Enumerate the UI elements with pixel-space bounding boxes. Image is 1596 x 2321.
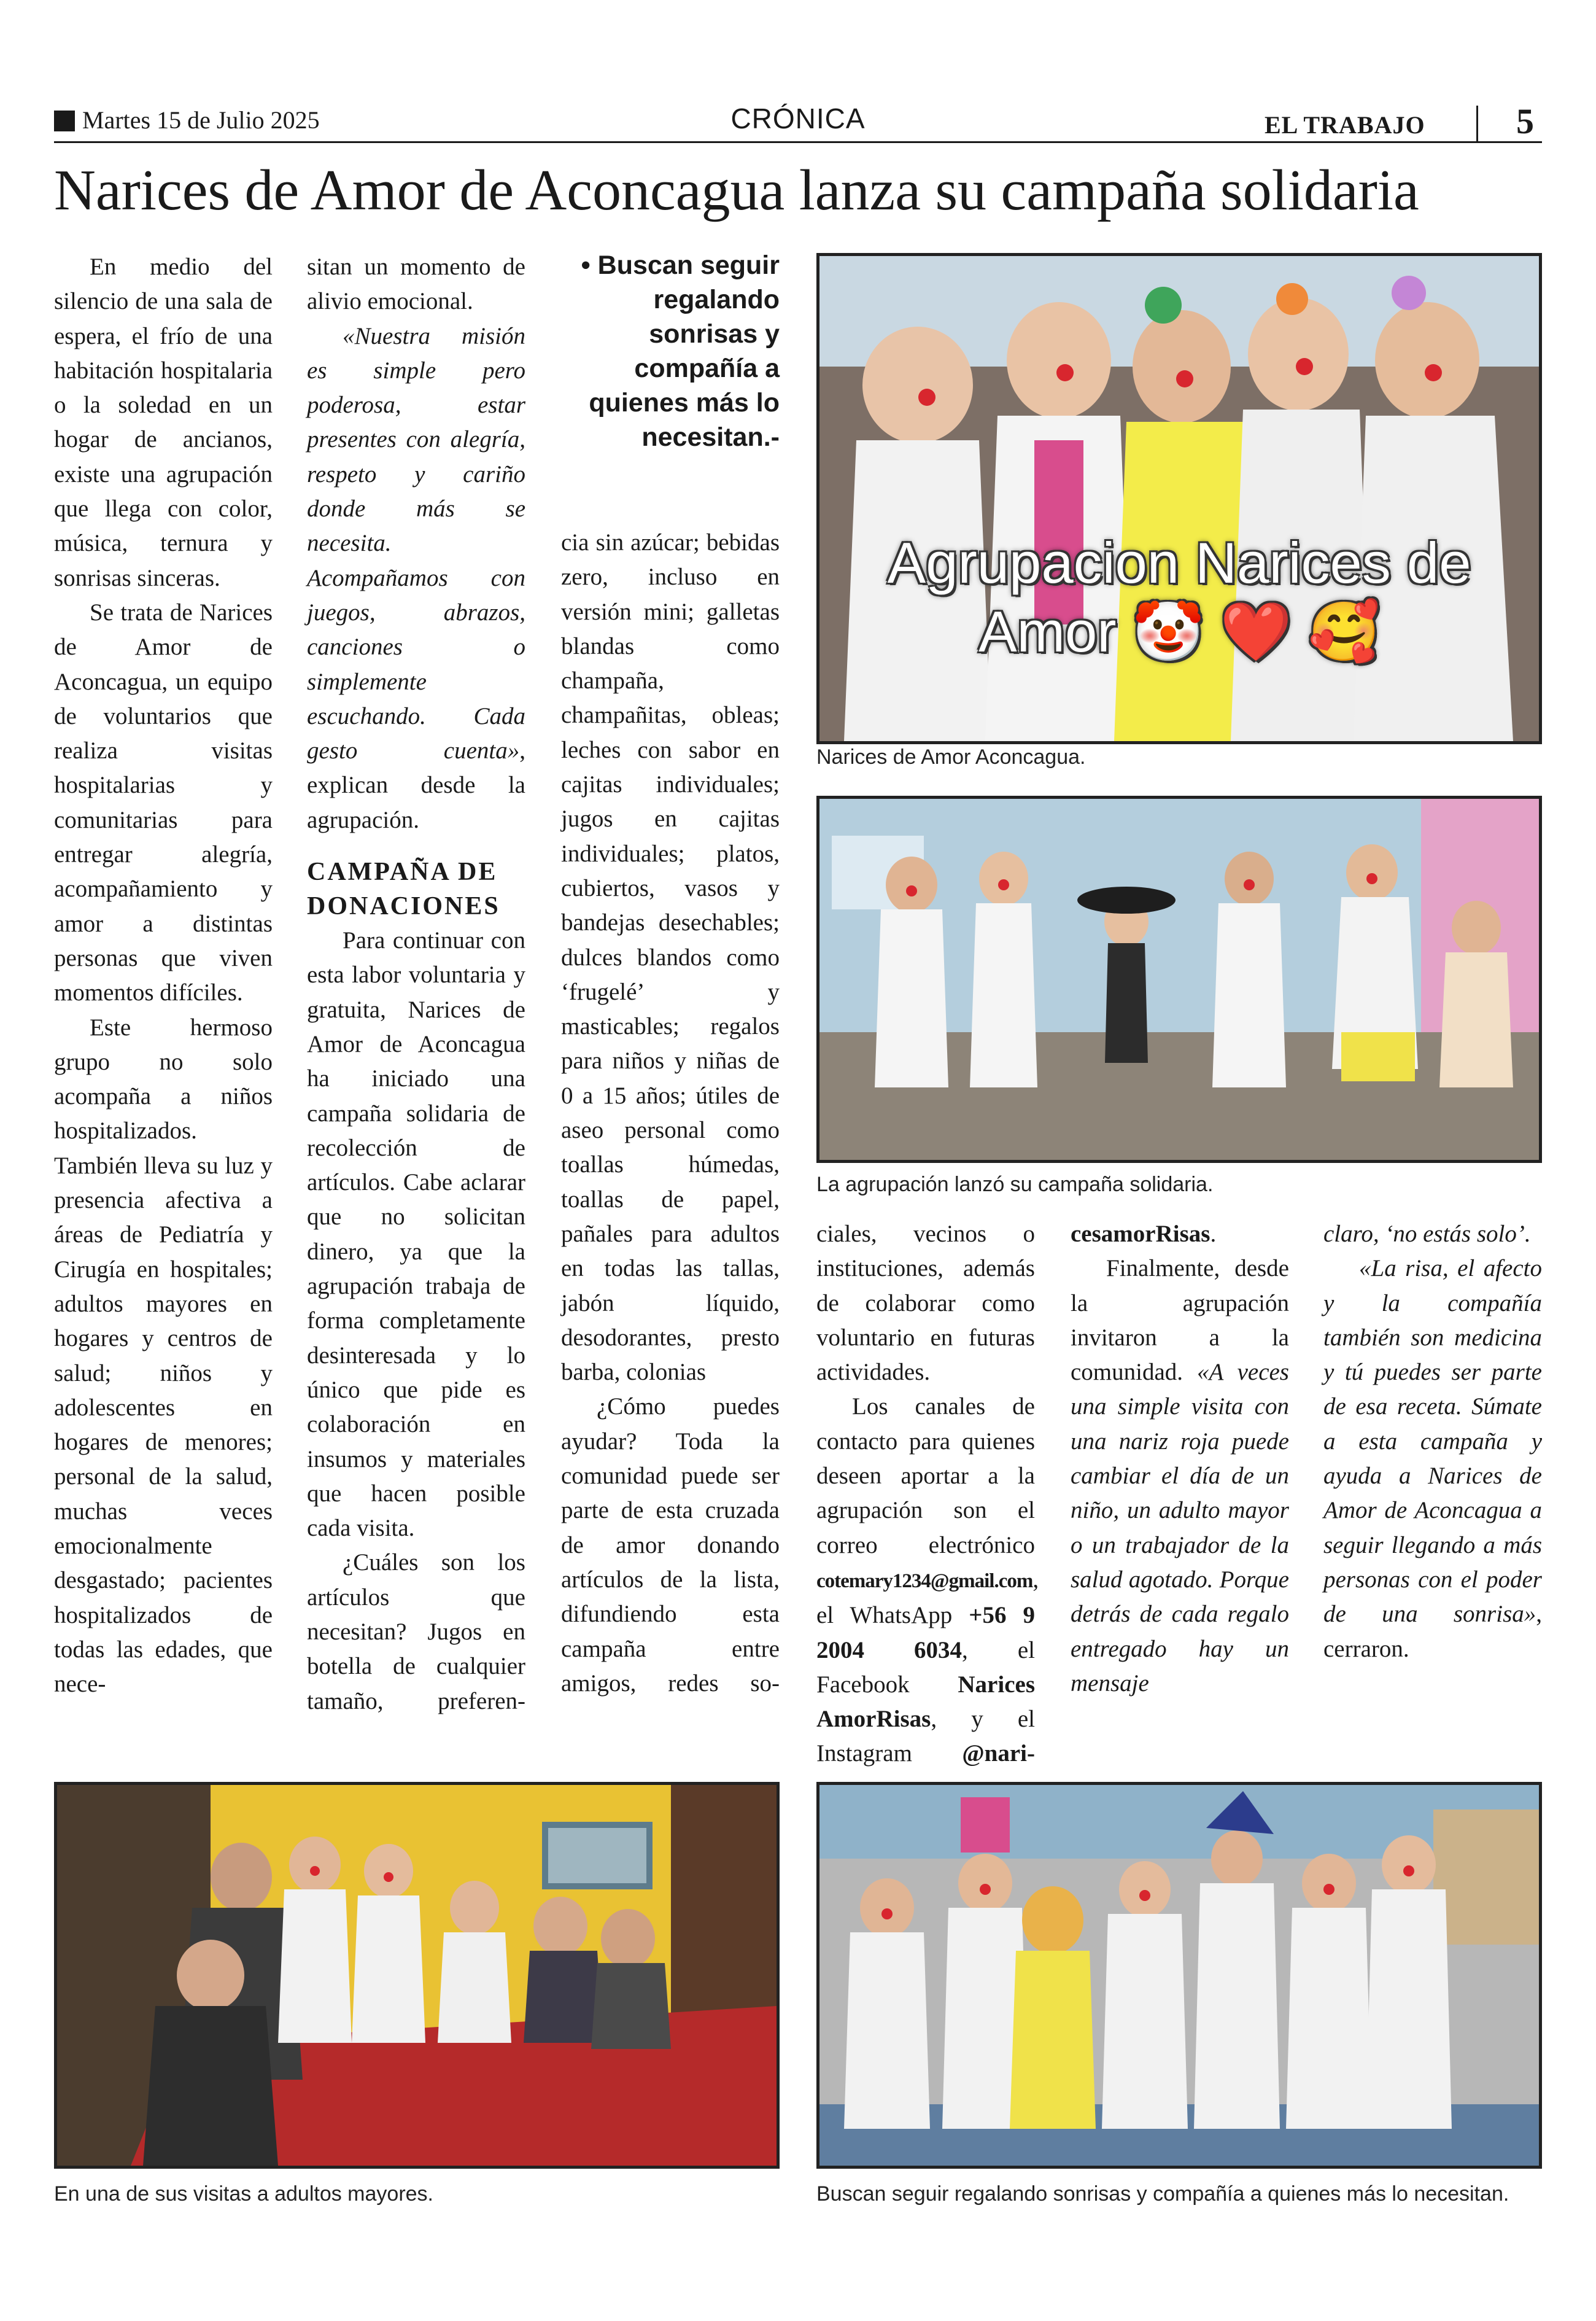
text-run: . xyxy=(1210,1221,1217,1247)
text-run: Los canales de contacto para quienes deseen aportar a la agrupación son el correo electrónico xyxy=(816,1393,1035,1558)
quote: «La risa, el afecto y la compañía también son medicina y tú puedes ser parte de esa receta. Súmate a esta campaña y ayuda a Narices de Amor de Aconcagua a seguir llegando a más personas con el poder de una sonrisa» xyxy=(1323,1255,1542,1628)
article-column-6 xyxy=(1323,1217,1542,1666)
article-column-1 xyxy=(54,250,273,1701)
article-column-2 xyxy=(307,250,525,1719)
photo-overlay-text: Amor 🤡 ❤️ 🥰 xyxy=(978,599,1381,664)
paragraph: Para continuar con esta labor voluntaria y gratuita, Narices de Amor de Aconcagua ha iniciado una campaña solidaria de recolección de artículos. Cabe aclarar que no solicitan dinero, ya que la agrupación trabaja de forma completamente desinteresada y lo único que pide es colaboración en insumos y materiales que hacen posible cada visita. xyxy=(307,927,525,1542)
quote: «Nuestra misión es simple pero poderosa, estar presentes con alegría, respeto y cariño donde más se necesita. Acompañamos con juegos, abrazos, canciones o simplemente escuchando. Cada gesto cuenta» xyxy=(307,322,525,764)
photo-caption: En una de sus visitas a adultos mayores. xyxy=(54,2182,433,2206)
quote-paragraph xyxy=(1071,1251,1289,1701)
paragraph xyxy=(1071,1217,1289,1251)
pull-quote: • Buscan seguir regalando sonrisas y compañía a quienes más lo necesitan.- xyxy=(581,251,780,452)
page-number: 5 xyxy=(1516,101,1534,141)
photo-illustration xyxy=(57,1785,777,2166)
header-rule xyxy=(54,141,1542,143)
instagram-handle[interactable]: @nari- xyxy=(962,1740,1035,1767)
photo-clowns-group xyxy=(816,1782,1542,2169)
quote-attribution: , explican desde la agrupación. xyxy=(307,737,525,833)
text-run: , el WhatsApp xyxy=(816,1566,1039,1629)
text-run: Finalmente, desde la agrupación invitaron a la comunidad. xyxy=(1071,1255,1289,1386)
text-run: , y el Instagram xyxy=(816,1706,1035,1767)
photo-illustration xyxy=(819,1785,1539,2166)
quote: «A veces una simple visita con una nariz roja puede cambiar el día de un niño, un adulto mayor o un trabajador de la salud agotado. Porque detrás de cada regalo entregado hay un mensaje xyxy=(1071,1359,1289,1697)
newspaper-name: EL TRABAJO xyxy=(1265,111,1425,139)
photo-group-portrait xyxy=(816,253,1542,744)
photo-caption: Buscan seguir regalando sonrisas y compañía a quienes más lo necesitan. xyxy=(816,2182,1509,2206)
photo-caption: Narices de Amor Aconcagua. xyxy=(816,745,1086,769)
article-column-5 xyxy=(1071,1217,1289,1701)
section-name: CRÓNICA xyxy=(730,103,866,134)
paragraph: cia sin azúcar; bebidas zero, incluso en versión mini; galletas blandas como champaña, champañitas, obleas; leches con sabor en cajitas individuales; jugos en cajitas individuales; platos, cubiertos, vasos y bandejas desechables; dulces blandos como ‘frugelé’ y masticables; regalos para niños y niñas de 0 a 15 años; útiles de aseo personal como toallas húmedas, toallas de papel, pañales para adultos en todas las tallas, jabón líquido, desodorantes, presto barba, colonias xyxy=(561,529,780,1386)
whatsapp-number[interactable]: +56 9 2004 6034 xyxy=(816,1602,1035,1663)
photo-illustration xyxy=(819,799,1539,1160)
article-column-4 xyxy=(816,1217,1039,1771)
photo-elderly-visit xyxy=(54,1782,780,2169)
email-address[interactable]: cotemary1234@gmail.com xyxy=(816,1569,1033,1592)
subheading: CAMPAÑA DE DONACIONES xyxy=(307,858,500,921)
quote-paragraph xyxy=(307,319,525,838)
quote: claro, ‘no estás solo’. xyxy=(1323,1221,1531,1247)
quote-paragraph xyxy=(1323,1251,1542,1666)
paragraph: sitan un momento de alivio emocional. xyxy=(307,254,525,315)
photo-hallway-group xyxy=(816,796,1542,1163)
paragraph: ¿Cómo puedes ayudar? Toda la comunidad puede ser parte de esta cruzada de amor donando artículos de la lista, difundiendo esta campaña entre amigos, redes so- xyxy=(561,1393,780,1697)
header-divider xyxy=(1476,106,1478,141)
header-marker xyxy=(54,111,75,131)
text-run: , cerraron. xyxy=(1323,1601,1542,1662)
paragraph: Este hermoso grupo no solo acompaña a niños hospitalizados. También lleva su luz y presencia afectiva a áreas de Pediatría y Cirugía en hospitales; adultos mayores en hogares y centros de salud; niños y adolescentes en hogares de menores; personal de la salud, muchas veces emocionalmente desgastado; pacientes hospitalizados de todas las edades, que nece- xyxy=(54,1014,273,1698)
issue-date: Martes 15 de Julio 2025 xyxy=(82,106,320,134)
paragraph: Se trata de Narices de Amor de Aconcagua, un equipo de voluntarios que realiza visitas hospitalarias y comunitarias para entregar alegría, acompañamiento y amor a distintas personas que viven momentos difíciles. xyxy=(54,599,273,1006)
instagram-handle-cont[interactable]: cesamorRisas xyxy=(1071,1221,1211,1247)
paragraph: ciales, vecinos o instituciones, además de colaborar como voluntario en futuras actividades. xyxy=(816,1221,1035,1386)
photo-caption: La agrupación lanzó su campaña solidaria. xyxy=(816,1173,1214,1196)
paragraph: En medio del silencio de una sala de espera, el frío de una habitación hospitalaria o la soledad en un hogar de ancianos, existe una agrupación que llega con color, música, ternura y sonrisas sinceras. xyxy=(54,254,273,591)
photo-illustration xyxy=(819,256,1539,741)
contact-paragraph xyxy=(816,1390,1039,1771)
text-run: , el Facebook xyxy=(816,1636,1035,1698)
photo-overlay-text: Agrupacion Narices de xyxy=(887,531,1471,595)
article-column-3 xyxy=(561,526,780,1701)
headline: Narices de Amor de Aconcagua lanza su campaña solidaria xyxy=(54,158,1419,222)
facebook-handle[interactable]: Narices AmorRisas xyxy=(816,1671,1035,1733)
paragraph: ¿Cuáles son los artículos que necesitan? Jugos en botella de cualquier tamaño, preferen- xyxy=(307,1549,525,1714)
